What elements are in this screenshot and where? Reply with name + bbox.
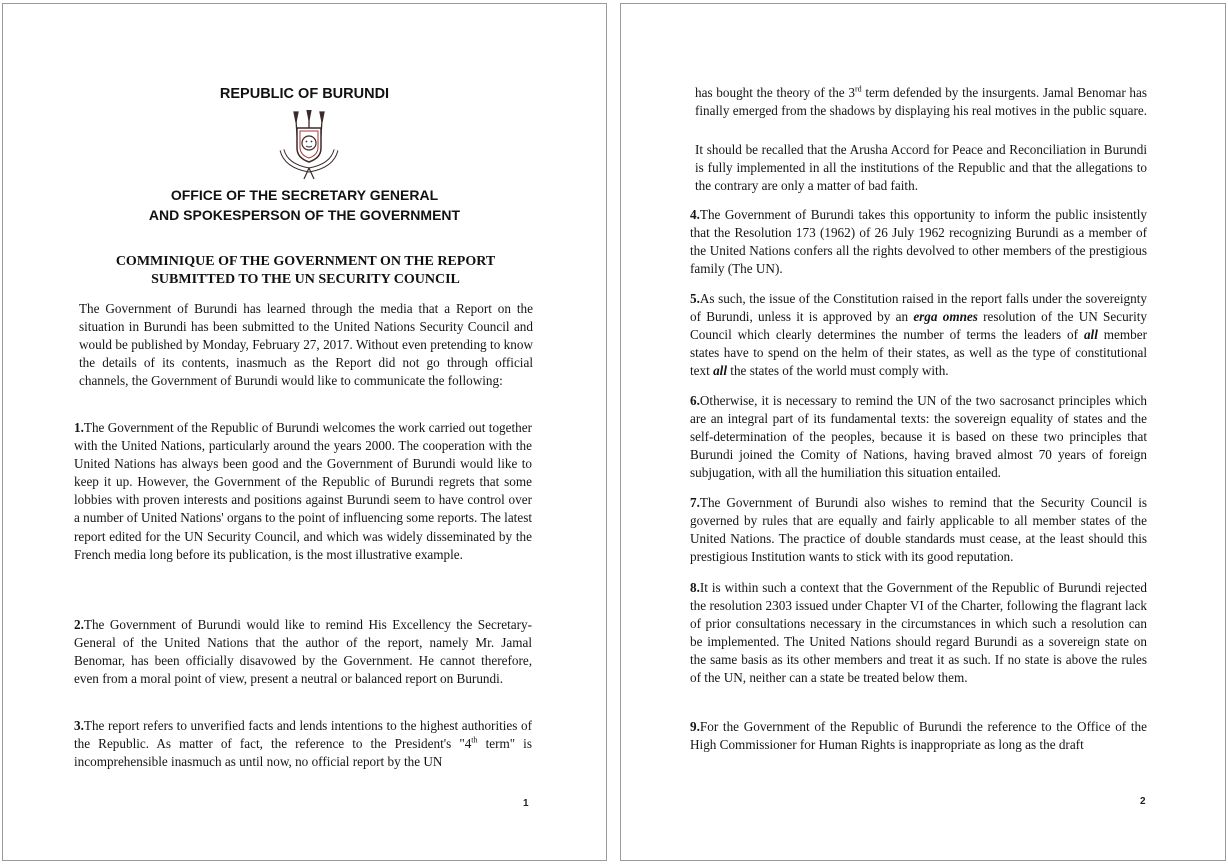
paragraph-text: Otherwise, it is necessary to remind the UN of the two sacrosanct principles which are an integral part of its fundamental texts: the sovereign equality of states and the self-determination of the peoples, because it is based on these two principles that Burundi joined the Comity of Nations, having braved almost 70 years of foreign subjugation, with all the humiliation this situation entailed. — [690, 393, 1147, 481]
paragraph-text: member states have to spend on the helm of their states, as well as the type of constitutional text — [690, 327, 1147, 379]
paragraph-text: For the Government of the Republic of Burundi the reference to the Office of the High Commissioner for Human Rights is inappropriate as long as the draft — [690, 719, 1147, 753]
coat-of-arms-icon — [276, 110, 342, 180]
superscript: th — [471, 735, 478, 745]
intro-paragraph: The Government of Burundi has learned through the media that a Report on the situation in Burundi has been submitted to the United Nations Security Council and would be published by Monday, February 27, 2017. Without even pretending to know the details of its contents, inasmuch as the Report did not go through official channels, the Government of Burundi would like to communicate the following: — [79, 301, 533, 389]
page-number: 1 — [523, 798, 529, 809]
paragraph-number: 3. — [74, 718, 84, 733]
paragraph-text: term" is incomprehensible inasmuch as until now, no official report by the UN — [74, 736, 532, 770]
paragraph-4 — [690, 206, 1147, 278]
emphasis-text: all — [1083, 327, 1098, 343]
paragraph-1 — [74, 419, 532, 564]
emphasis-text: erga omnes — [913, 309, 978, 325]
country-header: REPUBLIC OF BURUNDI — [219, 86, 390, 102]
paragraph-text: The Government of Burundi takes this opportunity to inform the public insistently that the Resolution 173 (1962) of 26 July 1962 recognizing Burundi as a member of the United Nations confers all the rights devolved to other members of the prestigious family (The UN). — [690, 207, 1147, 277]
paragraph-number: 4. — [690, 207, 700, 222]
paragraph-text: has bought the theory of the 3 — [695, 85, 855, 100]
document-page-2 — [620, 3, 1226, 861]
office-line-2: AND SPOKESPERSON OF THE GOVERNMENT — [148, 207, 461, 223]
paragraph-5 — [690, 290, 1147, 380]
continuation-paragraph — [695, 84, 1147, 120]
paragraph-number: 9. — [690, 719, 700, 734]
paragraph-text: the states of the world must comply with. — [727, 363, 949, 379]
paragraph-7 — [690, 494, 1147, 566]
office-line-1: OFFICE OF THE SECRETARY GENERAL — [170, 187, 439, 203]
paragraph-text: resolution of the UN Security Council which clearly determines the number of terms the leaders of — [690, 309, 1147, 343]
paragraph-number: 2. — [74, 617, 84, 632]
superscript: rd — [854, 84, 862, 94]
communique-title-line-2: SUBMITTED TO THE UN SECURITY COUNCIL — [151, 272, 460, 287]
continuation-paragraph-2: It should be recalled that the Arusha Accord for Peace and Reconciliation in Burundi is fully implemented in all the institutions of the Republic and that the allegations to the contrary are only a matter of bad faith. — [695, 142, 1147, 194]
paragraph-text: The Government of Burundi also wishes to remind that the Security Council is governed by rules that are equally and fairly applicable to all member states of the United Nations. The practice of double standards must cease, at the least should this prestigious Institution wants to stick with its good reputation. — [690, 495, 1147, 565]
paragraph-text: It is within such a context that the Government of the Republic of Burundi rejected the resolution 2303 issued under Chapter VI of the Charter, following the flagrant lack of prior consultations necessary in the circumstances in which such a resolution can be implemented. The United Nations should regard Burundi as a sovereign state on the same basis as its other members and treat it as such. If no state is above the rules of the UN, neither can a state be treated below them. — [690, 580, 1147, 686]
paragraph-text: The report refers to unverified facts and lends intentions to the highest authorities of the Republic. As matter of fact, the reference to the President's "4 — [74, 718, 532, 752]
paragraph-text: The Government of Burundi would like to remind His Excellency the Secretary-General of the United Nations that the author of the report, namely Mr. Jamal Benomar, has been officially disavowed by the Government. He cannot therefore, even from a moral point of view, present a neutral or balanced report on Burundi. — [74, 617, 532, 687]
paragraph-number: 6. — [690, 393, 700, 408]
communique-title-line-1: COMMINIQUE OF THE GOVERNMENT ON THE REPORT — [115, 254, 496, 269]
paragraph-number: 7. — [690, 495, 700, 510]
office-header — [3, 185, 606, 225]
page-number: 2 — [1140, 796, 1146, 807]
paragraph-text: term defended by the insurgents. Jamal Benomar has finally emerged from the shadows by displaying his real motives in the public square. — [695, 85, 1147, 119]
communique-title — [63, 253, 548, 289]
paragraph-3 — [74, 717, 532, 771]
paragraph-number: 8. — [690, 580, 700, 595]
emphasis-text: all — [713, 363, 727, 379]
paragraph-6 — [690, 392, 1147, 482]
paragraph-number: 5. — [690, 291, 700, 306]
paragraph-text: As such, the issue of the Constitution raised in the report falls under the sovereignty of Burundi, unless it is approved by an — [690, 291, 1147, 325]
paragraph-2 — [74, 616, 532, 688]
paragraph-8 — [690, 579, 1147, 688]
paragraph-number: 1. — [74, 420, 84, 435]
paragraph-text: The Government of the Republic of Burundi welcomes the work carried out together with the United Nations, particularly around the years 2000. The cooperation with the United Nations has always been good and the Government of Burundi would like to keep it up. However, the Government of the Republic of Burundi regrets that some lobbies with proven interests and positions against Burundi seem to have control over a number of United Nations' organs to the point of influencing some reports. The latest report edited for the UN Security Council, and which was widely disseminated by the French media long before its publication, is the most illustrative example. — [74, 420, 532, 562]
paragraph-9 — [690, 718, 1147, 754]
document-page-1 — [2, 3, 607, 861]
